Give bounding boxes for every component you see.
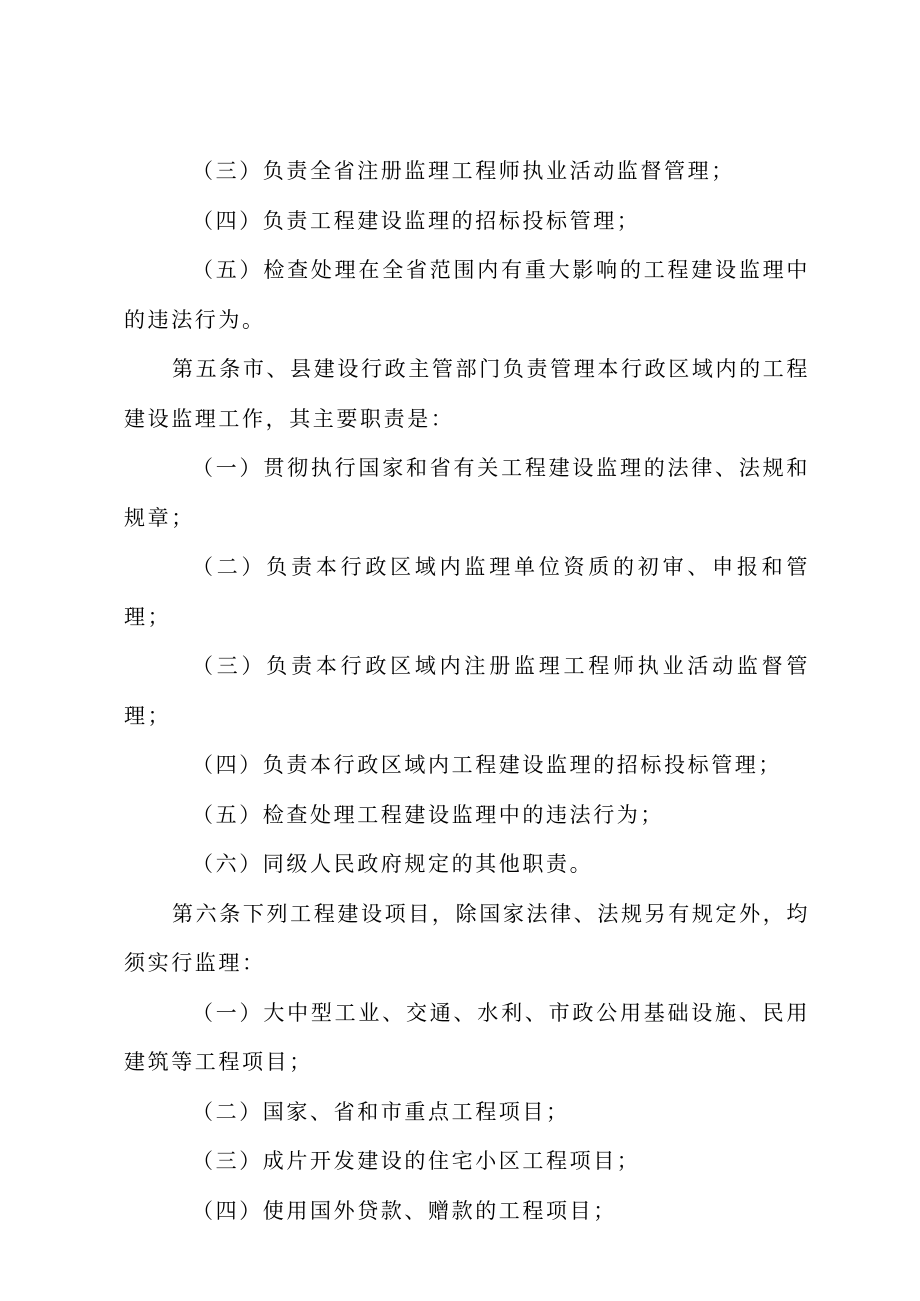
- paragraph-article: 第六条下列工程建设项目，除国家法律、法规另有规定外，均须实行监理：: [124, 901, 810, 975]
- paragraph-item: （三）负责全省注册监理工程师执业活动监督管理；: [192, 159, 735, 183]
- paragraph-item: （五）检查处理工程建设监理中的违法行为；: [192, 802, 664, 827]
- document-body: [124, 147, 810, 1236]
- paragraph-item: （四）负责本行政区域内工程建设监理的招标投标管理；: [192, 753, 782, 777]
- paragraph-item: （四）负责工程建设监理的招标投标管理；: [192, 208, 641, 233]
- paragraph-item: （一）贯彻执行国家和省有关工程建设监理的法律、法规和规章；: [124, 456, 810, 530]
- paragraph-item: （三）负责本行政区域内注册监理工程师执业活动监督管理；: [124, 654, 810, 728]
- paragraph-item: （二）负责本行政区域内监理单位资质的初审、申报和管理；: [124, 555, 810, 629]
- paragraph-item: （一）大中型工业、交通、水利、市政公用基础设施、民用建筑等工程项目；: [124, 1000, 810, 1074]
- paragraph-item: （四）使用国外贷款、赠款的工程项目；: [192, 1198, 617, 1223]
- paragraph-item: （二）国家、省和市重点工程项目；: [192, 1099, 570, 1124]
- paragraph-item: （三）成片开发建设的住宅小区工程项目；: [192, 1149, 641, 1173]
- paragraph-item: （五）检查处理在全省范围内有重大影响的工程建设监理中的违法行为。: [124, 258, 810, 332]
- paragraph-item: （六）同级人民政府规定的其他职责。: [192, 852, 594, 876]
- paragraph-article: 第五条市、县建设行政主管部门负责管理本行政区域内的工程建设监理工作，其主要职责是：: [124, 357, 810, 431]
